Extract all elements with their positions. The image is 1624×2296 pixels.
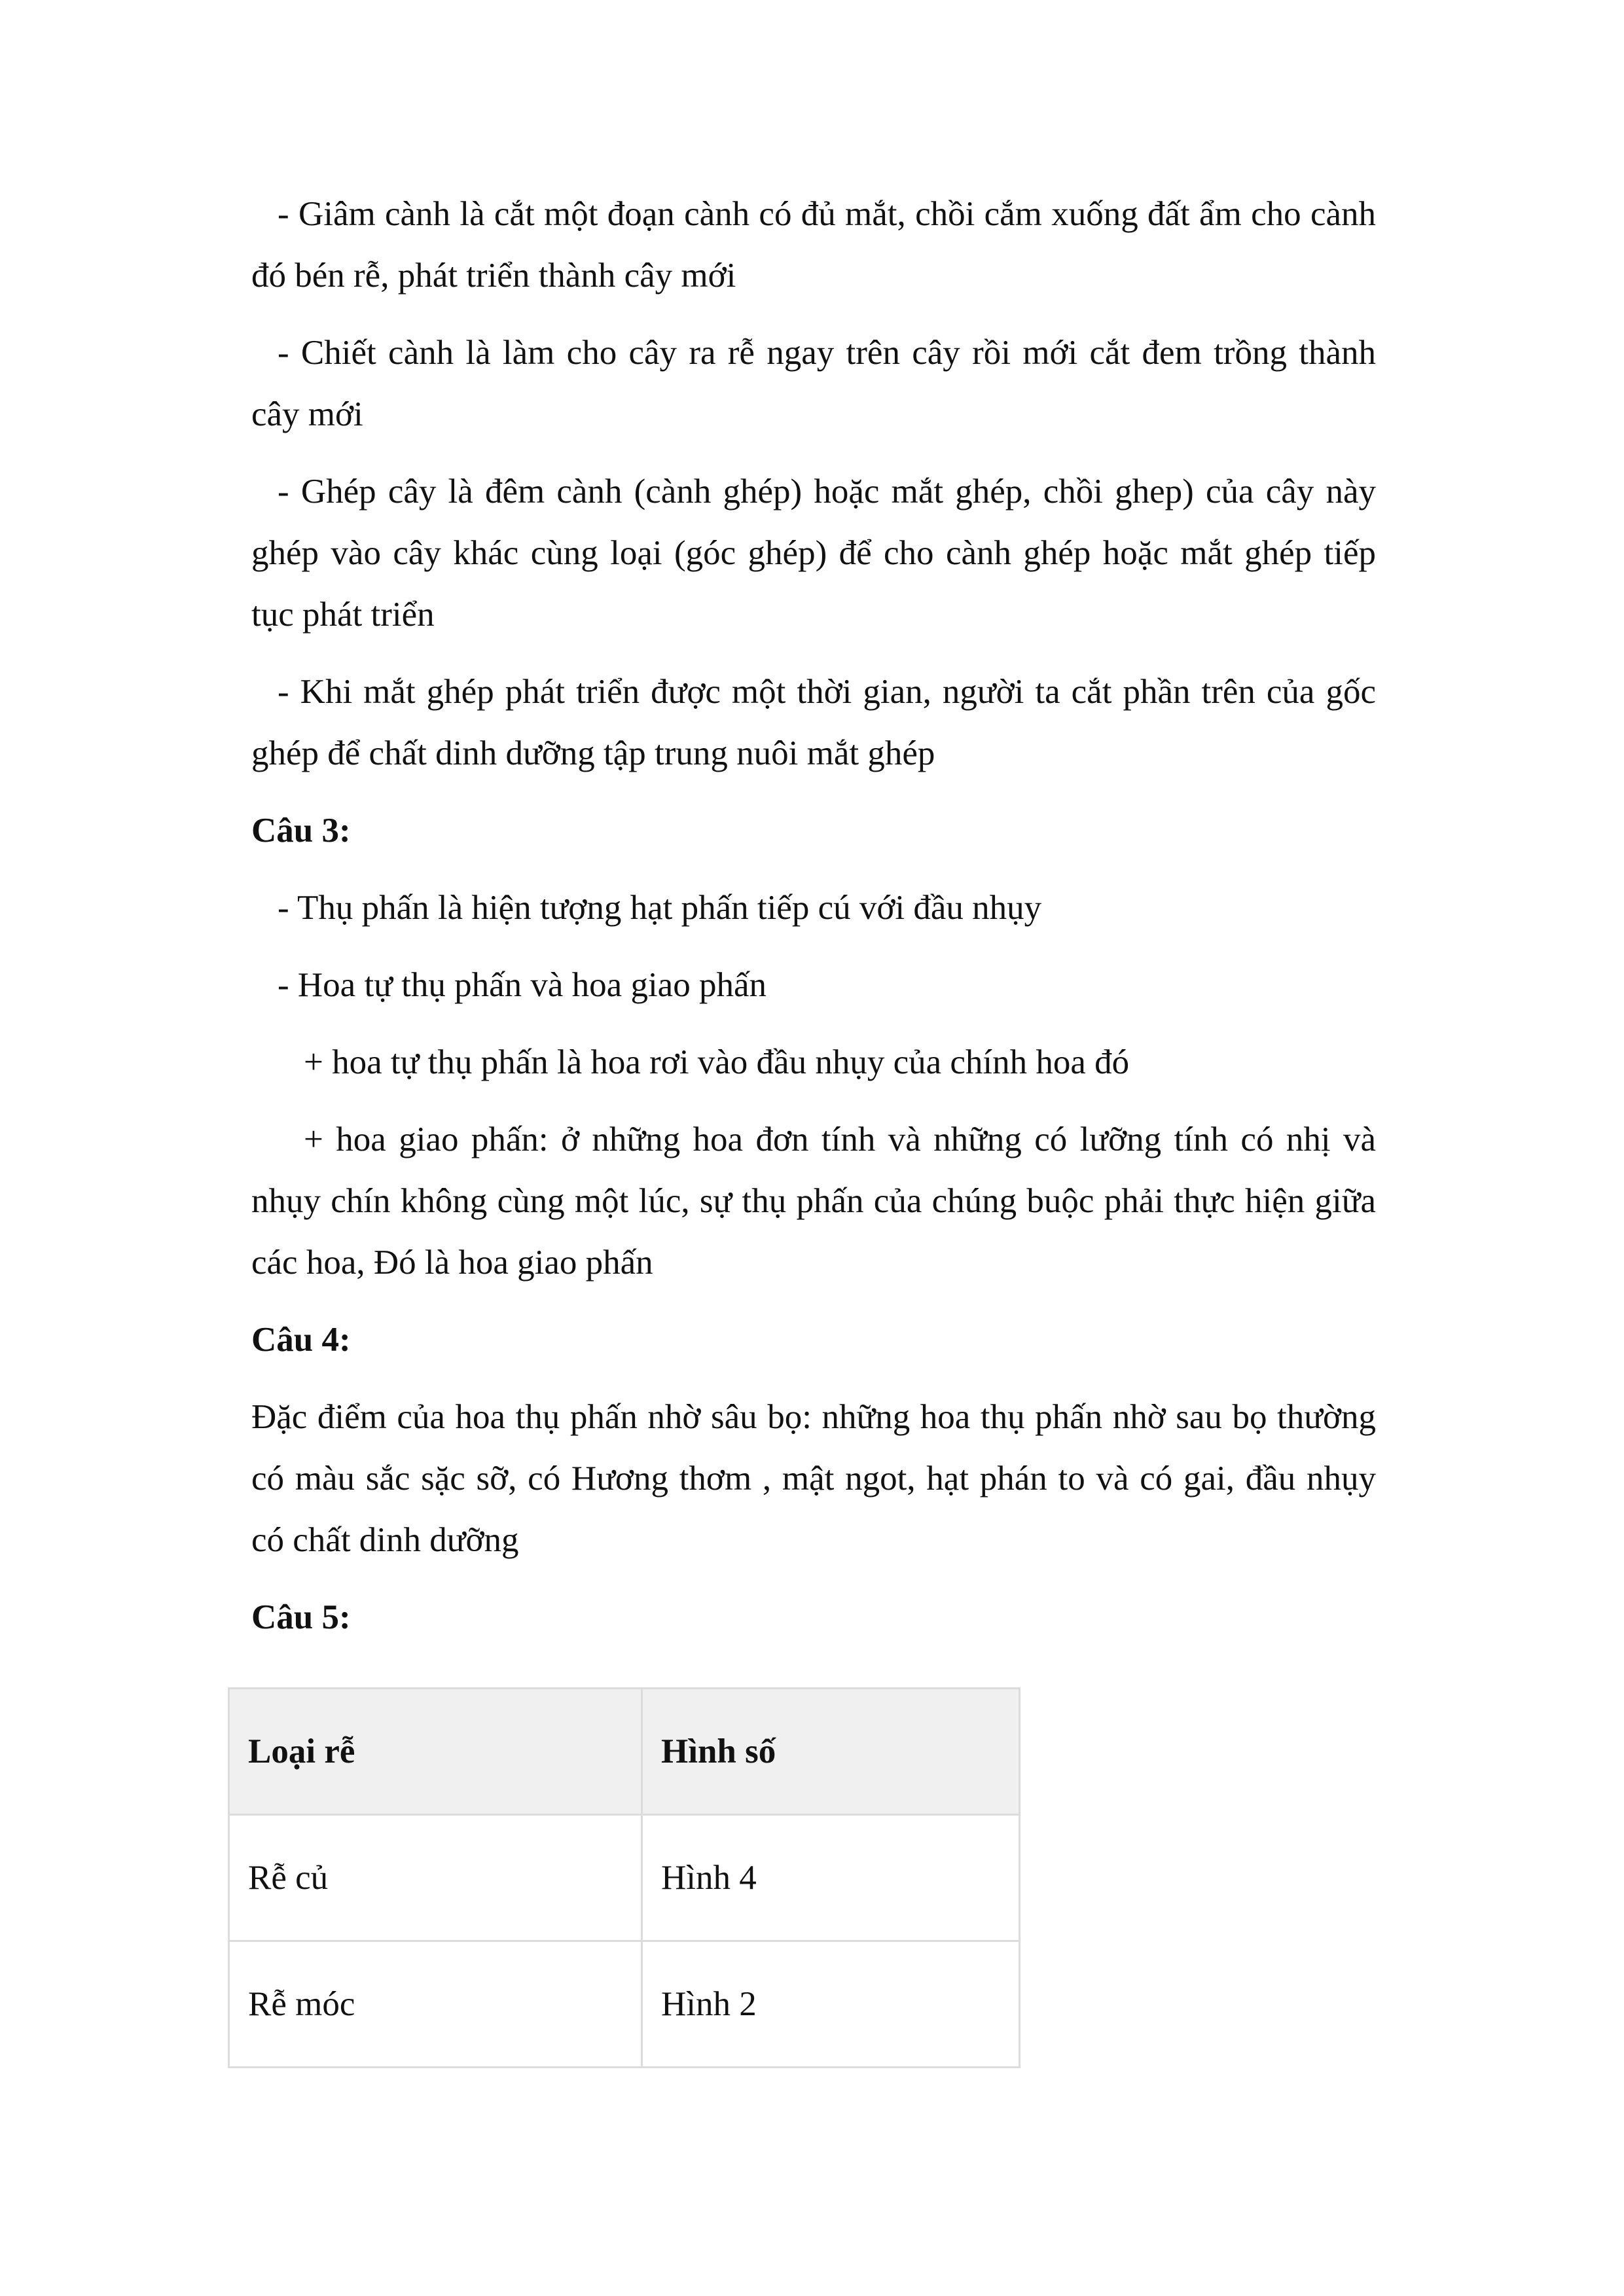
q4-answer: Đặc điểm của hoa thụ phấn nhờ sâu bọ: những hoa thụ phấn nhờ sau bọ thường có màu sắc sặc sỡ, có Hương thơm , mật ngot, hạt phán to và có gai, đầu nhụy có chất dinh dưỡng [251, 1398, 1376, 1559]
q3-line-tu-thu-phan: + hoa tự thụ phấn là hoa rơi vào đầu nhụy của chính hoa đó [304, 1043, 1130, 1081]
paragraph-giam-canh: - Giâm cành là cắt một đoạn cành có đủ mắt, chồi cắm xuống đất ẩm cho cành đó bén rễ, phát triển thành cây mới [251, 195, 1376, 295]
question-3-heading: Câu 3: [251, 812, 351, 850]
paragraph-ghep-cay: - Ghép cây là đêm cành (cành ghép) hoặc mắt ghép, chồi ghep) của cây này ghép vào cây khác cùng loại (góc ghép) để cho cành ghép hoặc mắt ghép tiếp tục phát triển [251, 473, 1376, 634]
table-cell: Hình 2 [642, 1941, 1020, 2068]
question-4-heading: Câu 4: [251, 1321, 351, 1359]
paragraph-mat-ghep: - Khi mắt ghép phát triển được một thời gian, người ta cắt phần trên của gốc ghép để chất dinh dưỡng tập trung nuôi mắt ghép [251, 673, 1376, 772]
q3-line-giao-phan: + hoa giao phấn: ở những hoa đơn tính và những có lưỡng tính có nhị và nhụy chín không cùng một lúc, sự thụ phấn của chúng buộc phải thực hiện giữa các hoa, Đó là hoa giao phấn [251, 1121, 1376, 1282]
table-row [229, 1941, 1020, 2068]
table-header-cell: Loại rễ [229, 1689, 642, 1815]
table-cell: Hình 4 [642, 1815, 1020, 1941]
table-cell: Rễ móc [229, 1941, 642, 2068]
root-type-table-wrapper [228, 1687, 1020, 2068]
paragraph-chiet-canh: - Chiết cành là làm cho cây ra rễ ngay trên cây rồi mới cắt đem trồng thành cây mới [251, 334, 1376, 433]
question-5-heading: Câu 5: [251, 1598, 351, 1636]
q3-line-hoa-types: - Hoa tự thụ phấn và hoa giao phấn [278, 966, 767, 1004]
document-body [251, 183, 1376, 1664]
table-cell: Rễ củ [229, 1815, 642, 1941]
table-row [229, 1815, 1020, 1941]
q3-line-thu-phan: - Thụ phấn là hiện tượng hạt phấn tiếp cú với đầu nhụy [278, 889, 1042, 927]
table-header-row [229, 1689, 1020, 1815]
root-type-table [228, 1687, 1020, 2068]
table-header-cell: Hình số [642, 1689, 1020, 1815]
